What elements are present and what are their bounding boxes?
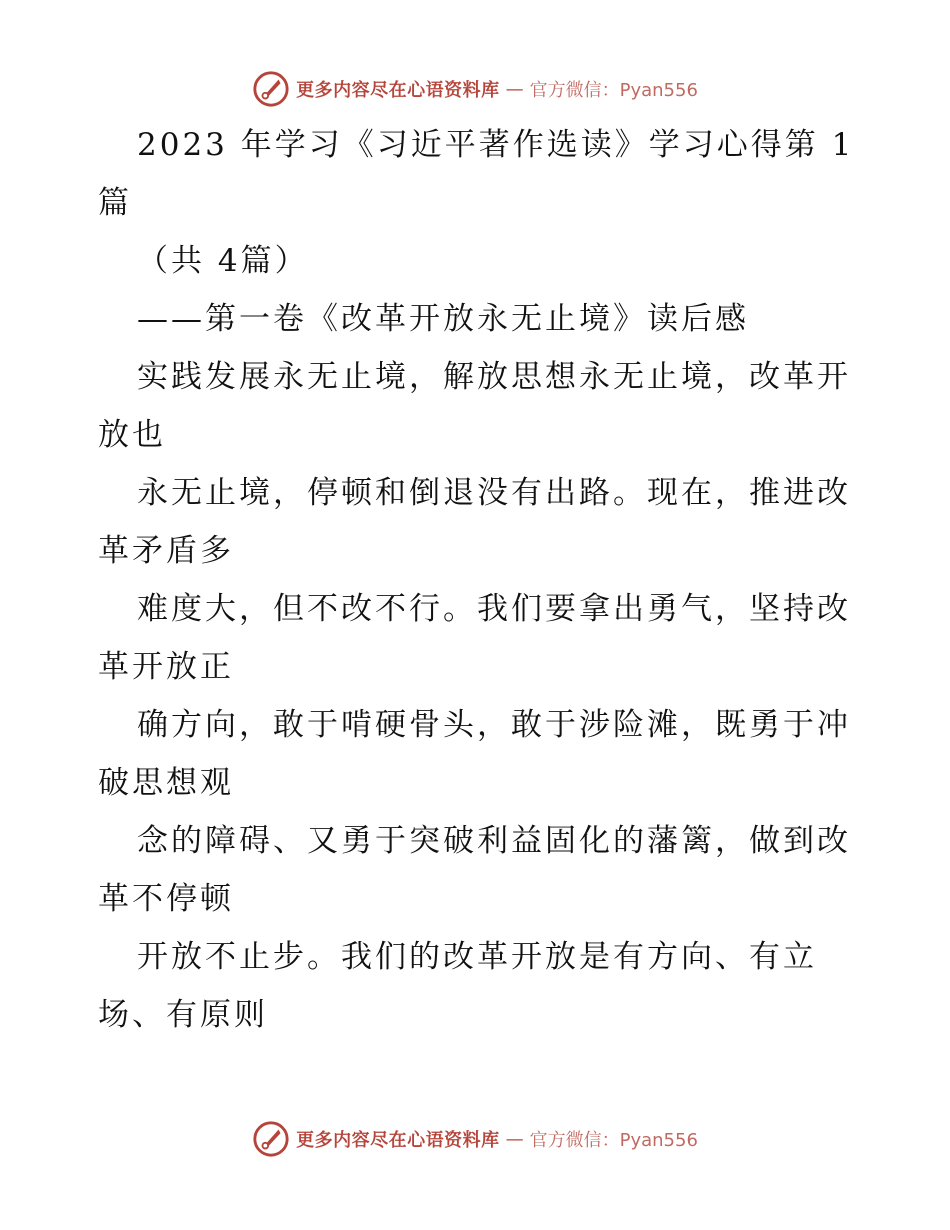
watermark-main-text: 更多内容尽在心语资料库	[296, 80, 500, 101]
quill-logo-icon	[252, 70, 290, 108]
body-paragraph: 开放不止步。我们的改革开放是有方向、有立场、有原则	[98, 939, 817, 1033]
body-paragraph: 念的障碍、又勇于突破利益固化的藩篱，做到改革不停顿	[98, 823, 851, 917]
body-paragraph: 实践发展永无止境，解放思想永无止境，改革开放也	[98, 359, 851, 453]
footer-watermark	[0, 1120, 950, 1158]
body-paragraph: 确方向，敢于啃硬骨头，敢于涉险滩，既勇于冲破思想观	[98, 707, 851, 801]
document-count: （共 4篇）	[137, 243, 309, 279]
watermark-separator: —	[505, 78, 524, 100]
watermark-wechat-text: 官方微信：Pyan556	[529, 1130, 698, 1151]
body-paragraph: 难度大，但不改不行。我们要拿出勇气，坚持改革开放正	[98, 591, 851, 685]
watermark-separator: —	[505, 1128, 524, 1150]
header-watermark	[0, 70, 950, 108]
document-body	[98, 116, 858, 1044]
watermark-main-text: 更多内容尽在心语资料库	[296, 1130, 500, 1151]
quill-logo-icon	[252, 1120, 290, 1158]
document-subtitle: ——第一卷《改革开放永无止境》读后感	[137, 301, 749, 337]
body-paragraph: 永无止境，停顿和倒退没有出路。现在，推进改革矛盾多	[98, 475, 851, 569]
document-title: 2023 年学习《习近平著作选读》学习心得第 1 篇	[98, 127, 855, 221]
watermark-wechat-text: 官方微信：Pyan556	[529, 80, 698, 101]
